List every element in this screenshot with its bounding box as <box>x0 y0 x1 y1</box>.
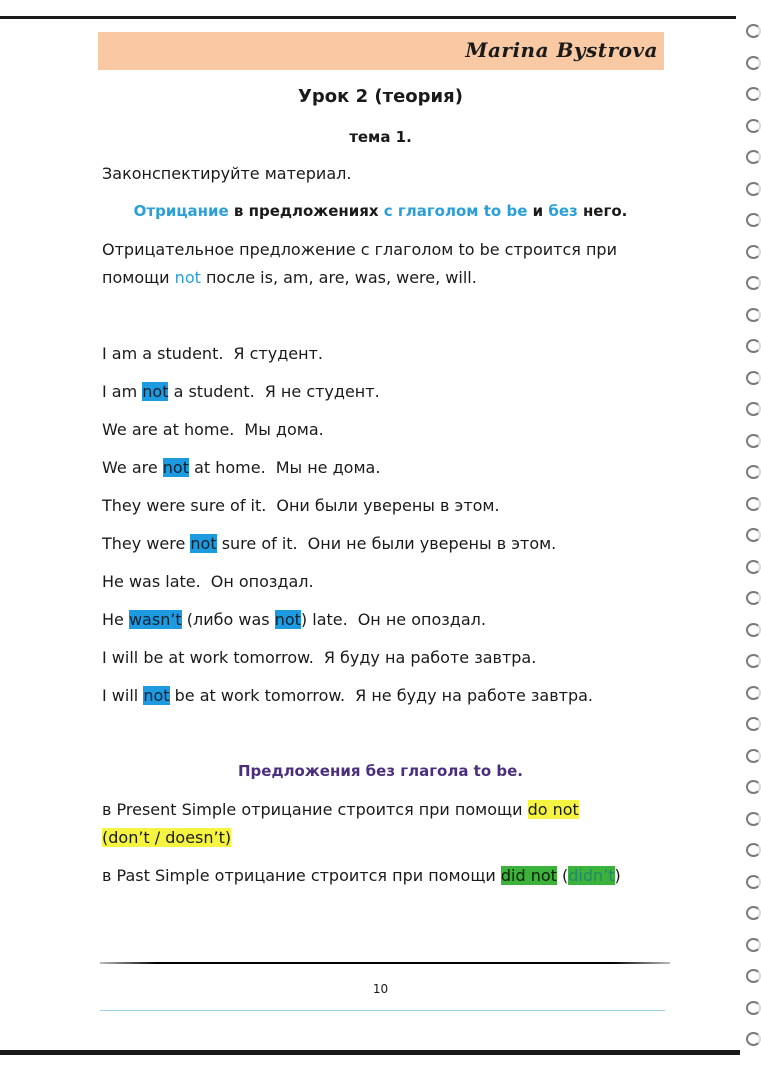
text-segment: ( <box>556 866 569 885</box>
example-1 <box>102 344 323 363</box>
instruction-text: Законспектируйте материал. <box>102 164 352 183</box>
heading-part: в предложениях <box>228 202 384 220</box>
top-rule <box>0 16 736 19</box>
binding-ring-icon <box>746 560 761 574</box>
highlight-not: not <box>143 686 170 705</box>
example-russian: Я буду на работе завтра. <box>323 648 537 667</box>
example-russian: Я студент. <box>233 344 323 363</box>
text-segment: ) <box>614 866 621 885</box>
binding-ring-icon <box>746 875 761 889</box>
author-name: Marina Bystrova <box>465 38 658 62</box>
binding-ring-icon <box>746 245 761 259</box>
heading-part: него. <box>577 202 628 220</box>
binding-ring-icon <box>746 528 761 542</box>
text-segment: We are <box>102 458 163 477</box>
text-segment: после is, am, are, was, were, will. <box>200 268 477 287</box>
example-russian: Я не буду на работе завтра. <box>355 686 593 705</box>
present-simple-line <box>102 800 579 819</box>
example-english: We are at home. <box>102 420 235 439</box>
binding-ring-icon <box>746 749 761 763</box>
text-segment: He <box>102 610 129 629</box>
heading-part: и <box>527 202 549 220</box>
example-5 <box>102 496 500 515</box>
spiral-binding <box>744 0 761 1050</box>
text-segment: I am <box>102 382 143 401</box>
section-heading-2: Предложения без глагола to be. <box>237 762 523 780</box>
binding-ring-icon <box>746 906 761 920</box>
header-band <box>98 32 664 70</box>
binding-ring-icon <box>746 434 761 448</box>
binding-ring-icon <box>746 150 761 164</box>
highlight-did-not: did not <box>500 866 557 885</box>
text-segment: помощи <box>102 268 175 287</box>
text-segment: I will <box>102 686 144 705</box>
example-english: They were sure of it. <box>102 496 267 515</box>
binding-ring-icon <box>746 371 761 385</box>
example-russian: Мы дома. <box>244 420 324 439</box>
highlight-didnt: didn’t <box>568 866 615 885</box>
binding-ring-icon <box>746 24 761 38</box>
binding-ring-icon <box>746 780 761 794</box>
binding-ring-icon <box>746 56 761 70</box>
example-10 <box>102 686 593 705</box>
highlight-not: not <box>162 458 189 477</box>
binding-ring-icon <box>746 119 761 133</box>
text-segment: в Present Simple отрицание строится при помощи <box>102 800 528 819</box>
example-russian: Он опоздал. <box>210 572 314 591</box>
text-segment: They were <box>102 534 191 553</box>
text-segment: at home. <box>188 458 266 477</box>
text-segment: ) late. <box>300 610 348 629</box>
example-russian: Он не опоздал. <box>357 610 486 629</box>
binding-ring-icon <box>746 276 761 290</box>
highlight-not: not <box>190 534 217 553</box>
binding-ring-icon <box>746 308 761 322</box>
highlight-not: not <box>142 382 169 401</box>
binding-ring-icon <box>746 686 761 700</box>
example-english: I am a student. <box>102 344 224 363</box>
example-9 <box>102 648 536 667</box>
binding-ring-icon <box>746 654 761 668</box>
intro-line-1: Отрицательное предложение с глаголом to be строится при <box>102 240 617 259</box>
binding-ring-icon <box>746 213 761 227</box>
example-3 <box>102 420 324 439</box>
example-russian: Мы не дома. <box>275 458 381 477</box>
binding-ring-icon <box>746 812 761 826</box>
binding-ring-icon <box>746 938 761 952</box>
binding-ring-icon <box>746 497 761 511</box>
footer-thin-rule <box>100 1010 665 1011</box>
past-simple-line <box>102 866 621 885</box>
binding-ring-icon <box>746 87 761 101</box>
example-2 <box>102 382 380 401</box>
example-8 <box>102 610 486 629</box>
binding-ring-icon <box>746 402 761 416</box>
example-7 <box>102 572 314 591</box>
keyword-not: not <box>174 268 201 287</box>
page-subtitle: тема 1. <box>349 128 412 146</box>
binding-ring-icon <box>746 1032 761 1046</box>
bottom-rule <box>0 1050 740 1055</box>
example-6 <box>102 534 556 553</box>
binding-ring-icon <box>746 182 761 196</box>
highlight-not: not <box>274 610 301 629</box>
text-segment: a student. <box>168 382 255 401</box>
heading-part: с глаголом to be <box>383 202 528 220</box>
binding-ring-icon <box>746 843 761 857</box>
text-segment: в Past Simple отрицание строится при помощи <box>102 866 501 885</box>
highlight-dont-doesnt: (don’t / doesn’t) <box>102 828 232 847</box>
binding-ring-icon <box>746 623 761 637</box>
text-segment: (либо was <box>181 610 275 629</box>
present-simple-line-2 <box>102 828 231 847</box>
binding-ring-icon <box>746 1001 761 1015</box>
highlight-do-not: do not <box>527 800 579 819</box>
text-segment: sure of it. <box>216 534 298 553</box>
heading-part: Отрицание <box>133 202 229 220</box>
binding-ring-icon <box>746 969 761 983</box>
text-segment: be at work tomorrow. <box>169 686 346 705</box>
page-number: 10 <box>372 982 389 996</box>
example-russian: Они были уверены в этом. <box>276 496 500 515</box>
example-english: I will be at work tomorrow. <box>102 648 314 667</box>
example-russian: Я не студент. <box>264 382 380 401</box>
binding-ring-icon <box>746 339 761 353</box>
section-heading <box>0 202 761 220</box>
intro-line-2 <box>102 268 477 287</box>
binding-ring-icon <box>746 465 761 479</box>
example-english: He was late. <box>102 572 201 591</box>
page-title: Урок 2 (теория) <box>298 86 463 107</box>
example-4 <box>102 458 380 477</box>
binding-ring-icon <box>746 591 761 605</box>
footer-rule <box>100 962 670 964</box>
highlight-wasnt: wasn’t <box>128 610 182 629</box>
heading-part: без <box>548 202 578 220</box>
example-russian: Они не были уверены в этом. <box>307 534 557 553</box>
binding-ring-icon <box>746 717 761 731</box>
